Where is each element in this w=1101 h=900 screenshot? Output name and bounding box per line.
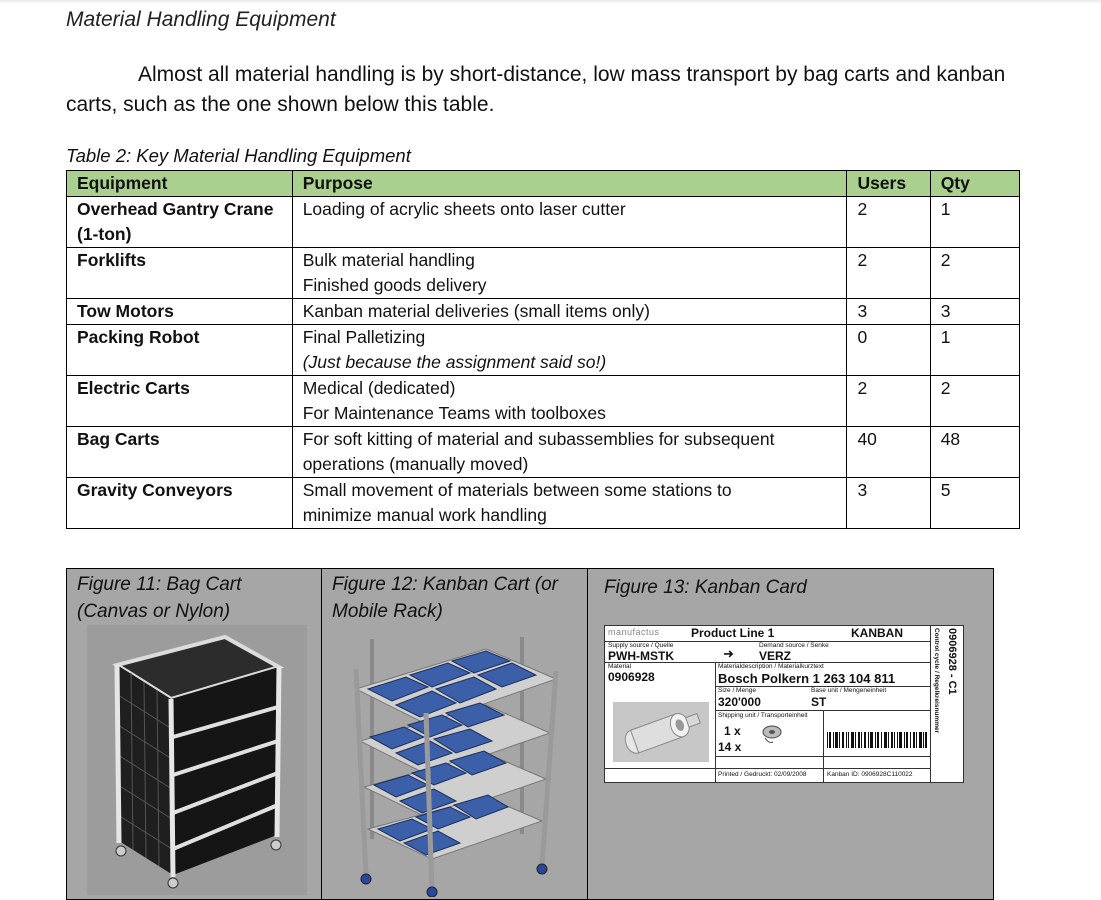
qty-cell: 1 xyxy=(930,197,1019,248)
figure-13-caption: Figure 13: Kanban Card xyxy=(604,577,807,598)
card-demand-value: VERZ xyxy=(759,649,792,663)
equipment-name: Electric Carts xyxy=(77,378,190,398)
purpose-cell xyxy=(292,197,847,248)
qty-cell: 5 xyxy=(930,478,1019,529)
card-shipping-2: 14 x xyxy=(718,740,742,754)
bag-cart-image xyxy=(77,625,317,895)
card-divider xyxy=(715,662,716,782)
table-row xyxy=(67,478,1020,529)
qty-cell: 48 xyxy=(930,427,1019,478)
purpose-cell xyxy=(292,427,847,478)
purpose-line: For soft kitting of material and subassemblies for subsequent xyxy=(302,429,775,449)
card-product-line: Product Line 1 xyxy=(691,626,775,640)
users-cell: 2 xyxy=(847,248,930,299)
card-size-value: 320'000 xyxy=(718,695,761,709)
figure-12-cell xyxy=(322,569,588,899)
card-divider xyxy=(823,710,824,782)
card-material-desc: Bosch Polkern 1 263 104 811 xyxy=(718,671,896,686)
header-purpose: Purpose xyxy=(292,171,847,197)
table-header-row xyxy=(67,171,1020,197)
kanban-cart-image xyxy=(336,629,576,897)
users-cell: 0 xyxy=(847,325,930,376)
equipment-cell xyxy=(67,478,293,529)
figures-table xyxy=(66,568,994,900)
figure-12-caption-line2: Mobile Rack) xyxy=(332,601,443,622)
purpose-line: minimize manual work handling xyxy=(302,505,547,525)
card-material-value: 0906928 xyxy=(608,670,655,684)
qty-cell: 2 xyxy=(930,248,1019,299)
purpose-line: For Maintenance Teams with toolboxes xyxy=(302,403,606,423)
table-row xyxy=(67,299,1020,325)
barcode-image xyxy=(827,732,927,748)
purpose-line: Final Palletizing xyxy=(302,327,426,347)
page-top-edge xyxy=(0,0,1101,4)
equipment-table xyxy=(66,170,1020,529)
qty-cell: 2 xyxy=(930,376,1019,427)
card-divider xyxy=(605,768,930,769)
header-qty: Qty xyxy=(930,171,1019,197)
qty-cell: 1 xyxy=(930,325,1019,376)
purpose-line: Small movement of materials between some stations to xyxy=(302,480,732,500)
purpose-cell xyxy=(292,478,847,529)
purpose-cell xyxy=(292,325,847,376)
equipment-name: Forklifts xyxy=(77,250,147,270)
equipment-cell xyxy=(67,325,293,376)
card-supply-label: Supply source / Quelle xyxy=(608,642,674,649)
card-control-cycle-label: Control cycle / Regelkreisnummer xyxy=(933,628,940,734)
equipment-cell xyxy=(67,427,293,478)
card-control-cycle: 0906928 - C1 xyxy=(946,628,958,695)
equipment-name: Bag Carts xyxy=(77,429,160,449)
card-kanban-id: Kanban ID: 0906928C110022 xyxy=(827,771,913,778)
card-base-unit-label: Base unit / Mengeneinheit xyxy=(811,687,887,694)
figure-11-caption xyxy=(77,571,241,625)
equipment-cell xyxy=(67,248,293,299)
shipping-part-icon xyxy=(759,722,785,746)
users-cell: 3 xyxy=(847,299,930,325)
card-supply-value: PWH-MSTK xyxy=(608,649,674,663)
header-equipment: Equipment xyxy=(67,171,293,197)
card-printed: Printed / Gedruckt: 02/09/2008 xyxy=(718,771,807,778)
users-cell: 3 xyxy=(847,478,930,529)
card-material-desc-label: Materialdescription / Materialkurztext xyxy=(718,663,824,670)
table-row xyxy=(67,248,1020,299)
equipment-name-cont: (1-ton) xyxy=(77,224,132,244)
purpose-line: Medical (dedicated) xyxy=(302,378,456,398)
section-heading: Material Handling Equipment xyxy=(66,8,336,31)
arrow-right-icon: ➜ xyxy=(723,646,734,661)
table-row xyxy=(67,197,1020,248)
purpose-line: Kanban material deliveries (small items only) xyxy=(302,301,650,321)
users-cell: 2 xyxy=(847,197,930,248)
card-kanban-label: KANBAN xyxy=(851,626,903,640)
card-demand-label: Demand source / Senke xyxy=(759,642,829,649)
kanban-card xyxy=(604,625,964,783)
purpose-cell xyxy=(292,299,847,325)
card-size-label: Size / Menge xyxy=(718,687,756,694)
header-users: Users xyxy=(847,171,930,197)
figure-11-caption-line2: (Canvas or Nylon) xyxy=(77,601,231,622)
equipment-name: Tow Motors xyxy=(77,301,174,321)
figure-11-caption-line1: Figure 11: Bag Cart xyxy=(77,574,242,595)
figure-12-caption xyxy=(332,571,558,625)
users-cell: 2 xyxy=(847,376,930,427)
purpose-line: Loading of acrylic sheets onto laser cutter xyxy=(302,199,626,219)
purpose-line: Bulk material handling xyxy=(302,250,475,270)
equipment-name: Gravity Conveyors xyxy=(77,480,233,500)
table-row xyxy=(67,427,1020,478)
figure-12-caption-line1: Figure 12: Kanban Cart (or xyxy=(332,574,559,595)
table-row xyxy=(67,325,1020,376)
card-material-label: Material xyxy=(608,663,632,670)
equipment-name: Overhead Gantry Crane xyxy=(77,199,274,219)
table-caption: Table 2: Key Material Handling Equipment xyxy=(66,145,411,166)
purpose-cell xyxy=(292,248,847,299)
part-image xyxy=(613,702,709,762)
equipment-cell xyxy=(67,197,293,248)
table-row xyxy=(67,376,1020,427)
purpose-cell xyxy=(292,376,847,427)
intro-text: Almost all material handling is by short-distance, low mass transport by bag carts and kanban carts, such as the one shown below this table. xyxy=(66,63,1006,116)
card-shipping-1: 1 x xyxy=(724,724,741,738)
figure-13-cell xyxy=(588,569,993,899)
card-brand: manufactus xyxy=(608,627,660,637)
users-cell: 40 xyxy=(847,427,930,478)
figure-11-cell xyxy=(67,569,322,899)
equipment-cell xyxy=(67,299,293,325)
equipment-name: Packing Robot xyxy=(77,327,200,347)
qty-cell: 3 xyxy=(930,299,1019,325)
purpose-line-italic: (Just because the assignment said so!) xyxy=(302,352,607,372)
card-shipping-label: Shipping unit / Transporteinheit xyxy=(718,712,808,719)
card-base-unit-value: ST xyxy=(811,695,827,709)
purpose-line: Finished goods delivery xyxy=(302,275,487,295)
intro-paragraph xyxy=(66,60,1046,120)
card-divider xyxy=(930,626,931,782)
purpose-line: operations (manually moved) xyxy=(302,454,529,474)
equipment-cell xyxy=(67,376,293,427)
